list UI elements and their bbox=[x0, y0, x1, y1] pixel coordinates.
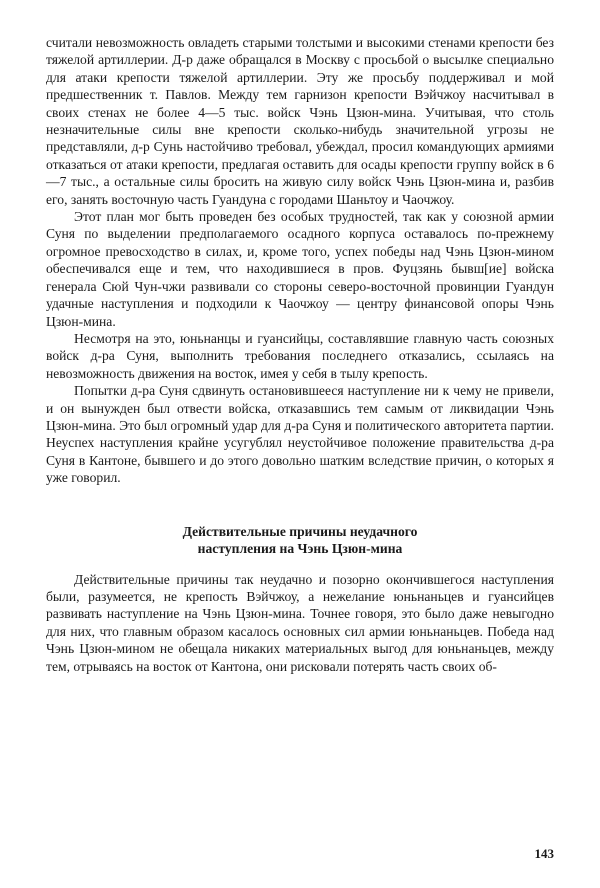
section-heading bbox=[46, 523, 554, 557]
paragraph-5: Действительные причины так неудачно и позорно окончившегося наступления были, разумеется, не крепость Вэйчжоу, а нежелание юньнаньцев и гуансийцев развивать наступление на Чэнь Цзюн-мина. Точнее говоря, это было даже невыгодно для них, что главным образом касалось основных сил армии юньнаньцев. Победа над Чэнь Цзюн-мином не обещала никаких материальных выгод для юньнаньцев, между тем, отрываясь на восток от Кантона, они рисковали потерять часть своих об- bbox=[46, 571, 554, 674]
section-heading-line-2: наступления на Чэнь Цзюн-мина bbox=[197, 540, 403, 556]
page-body bbox=[46, 34, 554, 675]
paragraph-1: считали невозможность овладеть старыми толстыми и высокими стенами крепости без тяжелой артиллерии. Д-р даже обращался в Москву с просьбой о высылке специально для атаки крепости тяжелой артиллерии. Эту же просьбу поддерживал и мой предшественник т. Павлов. Между тем гарнизон крепости Вэйчжоу насчитывал в своих стенах не более 4—5 тыс. войск Чэнь Цзюн-мина. Учитывая, что столь незначительные силы вне крепости сколько-нибудь значительной угрозы не представляли, д-р Сунь настойчиво требовал, убеждал, просил командующих армиями отказаться от атаки крепости, предлагая оставить для осады крепости группу войск в 6—7 тыс., а остальные силы бросить на живую силу войск Чэнь Цзюн-мина и, разбив его, занять восточную часть Гуандуна с городами Шаньтоу и Чаочжоу. bbox=[46, 35, 554, 207]
paragraph-3: Несмотря на это, юньнанцы и гуансийцы, составлявшие главную часть союзных войск д-ра Суня, выполнить требования последнего отказались, ссылаясь на невозможность движения на восток, имея у себя в тылу крепость. bbox=[46, 330, 554, 381]
paragraph-4: Попытки д-ра Суня сдвинуть остановившееся наступление ни к чему не привели, и он вынужден был отвести войска, отказавшись тем самым от ликвидации Чэнь Цзюн-мина. Это был огромный удар для д-ра Суня и политического авторитета партии. Неуспех наступления крайне усугублял неустойчивое положение правительства д-ра Суня в Кантоне, бывшего и до этого довольно шатким вследствие причин, о которых я уже говорил. bbox=[46, 383, 554, 486]
page-number: 143 bbox=[534, 846, 554, 861]
section-heading-line-1: Действительные причины неудачного bbox=[182, 523, 418, 539]
paragraph-2: Этот план мог быть проведен без особых трудностей, так как у союзной армии Суня по выделении предполагаемого осадного корпуса оставалось по-прежнему огромное превосходство в силах, и, кроме того, успех победы над Чэнь Цзюн-мином обеспечивался еще и тем, что находившиеся в пров. Фуцзянь бывш[ие] войска генерала Сюй Чун-чжи развивали со стороны северо-восточной провинции Гуандун удачные наступления и подходили к Чаочжоу — центру финансовой опоры Чэнь Цзюн-мина. bbox=[46, 209, 554, 329]
